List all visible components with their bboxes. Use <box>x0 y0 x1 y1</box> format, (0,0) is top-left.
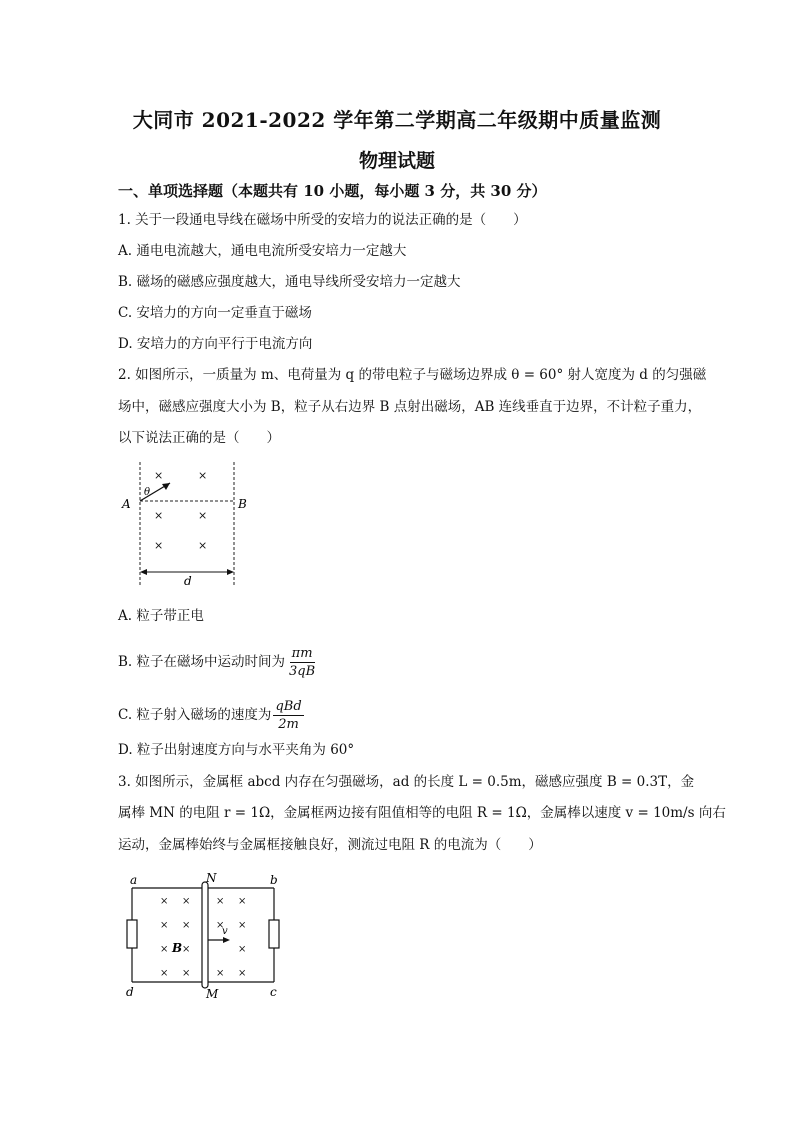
cross-mark: × <box>238 920 247 931</box>
q2-figure <box>118 458 258 590</box>
theta-label: θ <box>144 487 151 498</box>
page-title: 大同市 2021-2022 学年第二学期高二年级期中质量监测 <box>132 108 662 132</box>
q2-option-b <box>118 644 317 680</box>
cross-mark: × <box>216 968 225 979</box>
point-a-label: A <box>122 497 131 511</box>
q3-figure <box>118 872 296 1000</box>
q1-option-c: C. 安培力的方向一定垂直于磁场 <box>118 305 312 321</box>
q2-option-d: D. 粒子出射速度方向与水平夹角为 60° <box>118 742 355 758</box>
q2-option-c-fraction <box>273 698 303 733</box>
arrow-head <box>223 937 230 943</box>
cross-mark: × <box>238 968 247 979</box>
corner-c-label: c <box>270 985 277 999</box>
corner-b-label: b <box>270 873 278 887</box>
left-resistor <box>127 920 137 948</box>
section-heading: 一、单项选择题（本题共有 10 小题，每小题 3 分，共 30 分） <box>118 182 547 200</box>
cross-mark: × <box>160 968 169 979</box>
fraction-denominator: 2m <box>278 717 299 732</box>
cross-mark: × <box>182 944 191 955</box>
dimension-arrow-left <box>140 569 147 575</box>
cross-mark: × <box>198 469 208 482</box>
page-subtitle: 物理试题 <box>358 150 435 172</box>
cross-mark: × <box>160 920 169 931</box>
fraction-numerator: qBd <box>275 699 302 714</box>
cross-mark: × <box>238 944 247 955</box>
metal-rod <box>202 882 208 988</box>
q1-option-d: D. 安培力的方向平行于电流方向 <box>118 336 313 352</box>
q2-option-a: A. 粒子带正电 <box>118 608 204 624</box>
q1-option-a: A. 通电电流越大，通电电流所受安培力一定越大 <box>118 243 407 259</box>
fraction-denominator: 3qB <box>289 664 316 679</box>
field-label: B <box>172 941 183 955</box>
cross-mark: × <box>238 896 247 907</box>
cross-mark: × <box>154 469 164 482</box>
width-label: d <box>184 574 192 588</box>
q2-option-c <box>118 697 304 733</box>
point-b-label: B <box>238 497 247 511</box>
cross-mark: × <box>160 944 169 955</box>
cross-mark: × <box>198 509 208 522</box>
fraction-numerator: πm <box>291 646 313 661</box>
right-resistor <box>269 920 279 948</box>
q3-stem-line2: 属棒 MN 的电阻 r = 1Ω，金属框两边接有阻值相等的电阻 R = 1Ω，金属棒以速度 v = 10m/s 向右 <box>118 805 726 821</box>
cross-mark: × <box>182 920 191 931</box>
q2-option-b-text: B. 粒子在磁场中运动时间为 <box>118 654 286 670</box>
corner-d-label: d <box>126 985 134 999</box>
cross-mark: × <box>154 539 164 552</box>
rod-n-label: N <box>206 872 217 885</box>
dimension-arrow-right <box>227 569 234 575</box>
q3-stem-line3: 运动，金属棒始终与金属框接触良好，测流过电阻 R 的电流为（ ） <box>118 837 542 853</box>
cross-mark: × <box>182 968 191 979</box>
cross-mark: × <box>160 896 169 907</box>
cross-mark: × <box>216 920 225 931</box>
q2-stem-line3: 以下说法正确的是（ ） <box>118 430 280 446</box>
cross-mark: × <box>154 509 164 522</box>
q2-option-c-text: C. 粒子射入磁场的速度为 <box>118 707 272 723</box>
q3-stem-line1: 3. 如图所示，金属框 abcd 内存在匀强磁场，ad 的长度 L = 0.5m，磁感应强度 B = 0.3T，金 <box>118 774 695 790</box>
corner-a-label: a <box>130 873 138 887</box>
rod-m-label: M <box>206 987 219 1000</box>
q2-stem-line2: 场中，磁感应强度大小为 B，粒子从右边界 B 点射出磁场，AB 连线垂直于边界，不计粒子重力， <box>118 399 702 415</box>
cross-mark: × <box>198 539 208 552</box>
q2-stem-line1: 2. 如图所示，一质量为 m、电荷量为 q 的带电粒子与磁场边界成 θ = 60° 射人宽度为 d 的匀强磁 <box>118 367 707 383</box>
q2-option-b-fraction <box>287 645 317 680</box>
q1-stem: 1. 关于一段通电导线在磁场中所受的安培力的说法正确的是（ ） <box>118 212 527 228</box>
velocity-label: v <box>222 926 228 937</box>
q1-option-b: B. 磁场的磁感应强度越大，通电导线所受安培力一定越大 <box>118 274 461 290</box>
cross-mark: × <box>182 896 191 907</box>
cross-mark: × <box>216 896 225 907</box>
